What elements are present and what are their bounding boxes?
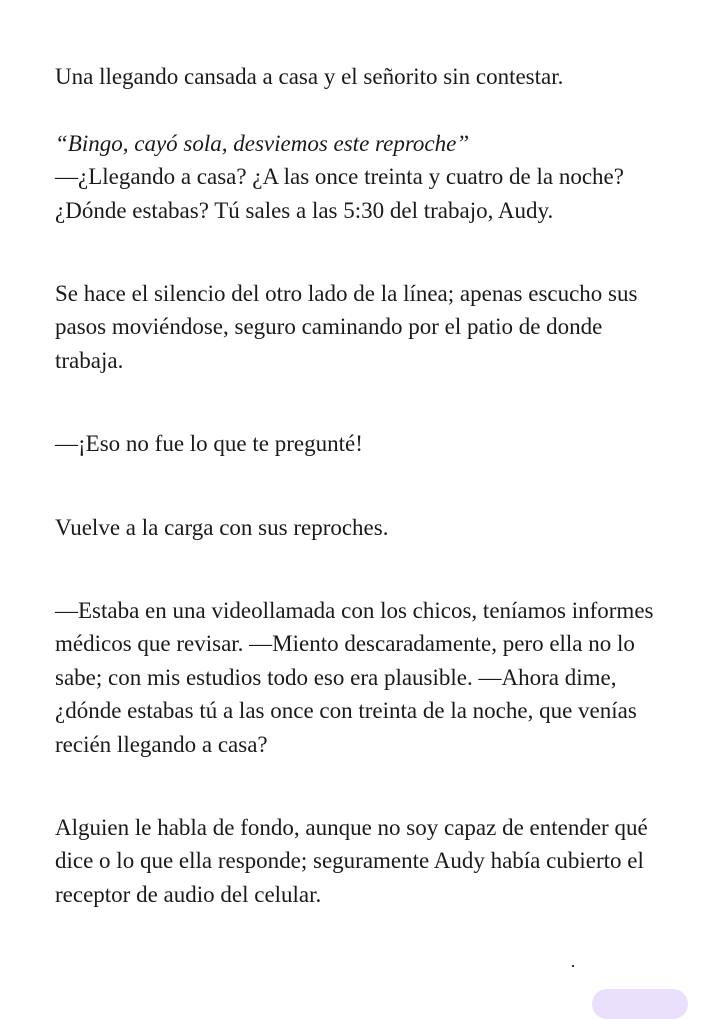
document-page: [55, 60, 655, 911]
paragraph: Una llegando cansada a casa y el señorito sin contestar.: [55, 64, 564, 89]
spacer: [55, 544, 655, 594]
paragraph: Alguien le habla de fondo, aunque no soy capaz de entender qué dice o lo que ella responde; seguramente Audy había cubierto el receptor de audio del celular.: [55, 815, 648, 907]
floating-action-button[interactable]: [592, 989, 688, 1019]
spacer: [55, 227, 655, 277]
paragraph: Vuelve a la carga con sus reproches.: [55, 514, 389, 540]
spacer: [55, 377, 655, 427]
dialogue-paragraph: —¡Eso no fue lo que te pregunté!: [55, 431, 363, 457]
dialogue-paragraph: —Estaba en una videollamada con los chicos, teníamos informes médicos que revisar. —Miento descaradamente, pero ella no lo sabe; con mis estudios todo eso era plausible. —Ahora dime, ¿dónde estabas tú a las once con treinta de la noche, que venías recién llegando a casa?: [55, 598, 654, 757]
dot-mark: [572, 965, 574, 967]
spacer: [55, 461, 655, 511]
dialogue-paragraph: —¿Llegando a casa? ¿A las once treinta y cuatro de la noche? ¿Dónde estabas? Tú sales a las 5:30 del trabajo, Audy.: [55, 164, 624, 223]
spacer: [55, 93, 655, 126]
paragraph: Se hace el silencio del otro lado de la línea; apenas escucho sus pasos moviéndose, seguro caminando por el patio de donde trabaja.: [55, 281, 638, 373]
spacer: [55, 761, 655, 811]
italic-thought: “Bingo, cayó sola, desviemos este reproche”: [55, 130, 470, 156]
